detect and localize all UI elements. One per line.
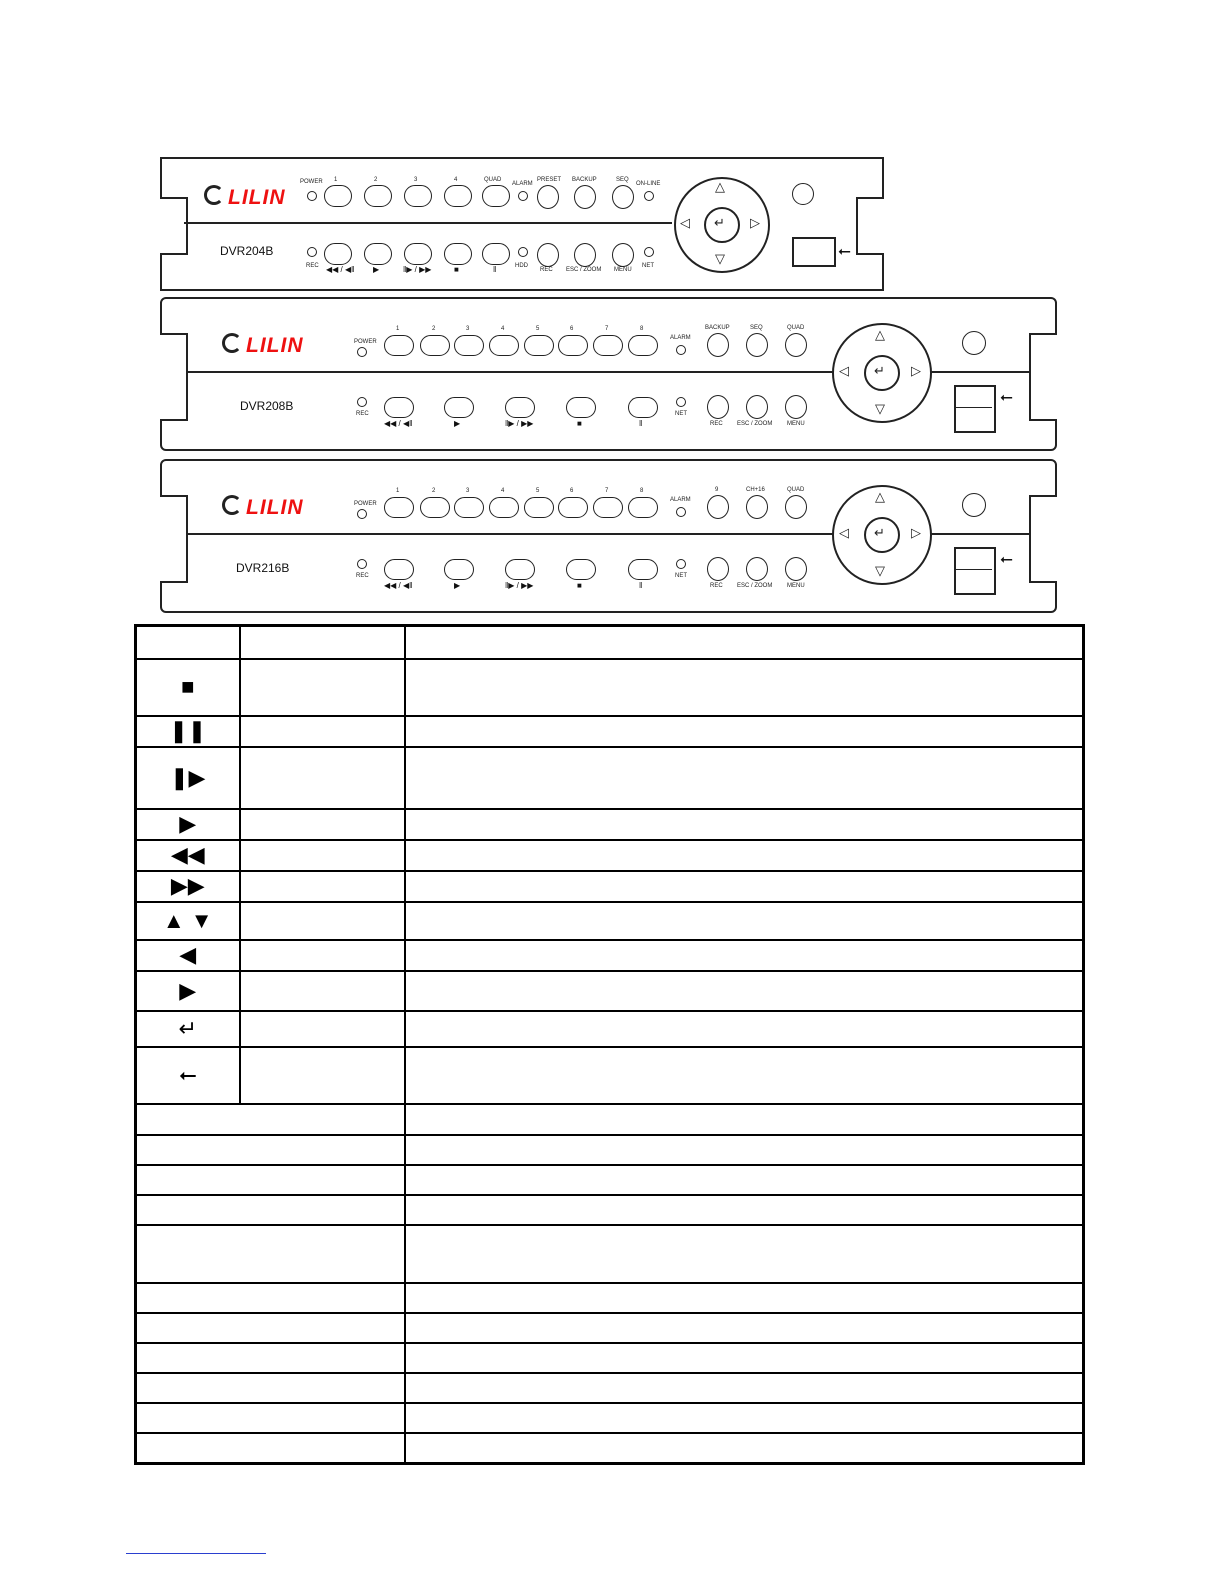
description-cell <box>405 716 1084 747</box>
down-arrow-icon[interactable]: ▽ <box>715 251 725 266</box>
usb-icon: ⭠ <box>1000 551 1013 568</box>
preset-button[interactable] <box>537 185 559 209</box>
seq-label: SEQ <box>750 325 763 331</box>
down-arrow-icon[interactable]: ▽ <box>875 563 885 578</box>
power-led <box>357 347 367 357</box>
channel-3-button[interactable] <box>454 335 484 356</box>
stop-label: ■ <box>577 419 582 428</box>
right-arrow-icon[interactable]: ▷ <box>911 525 921 540</box>
menu-label: MENU <box>614 267 632 273</box>
name-cell <box>136 1343 405 1373</box>
symbol-cell <box>136 716 240 747</box>
net-led <box>644 247 654 257</box>
up-down-icon: ▲ ▼ <box>162 907 213 933</box>
description-cell <box>405 1313 1084 1343</box>
rewind-button[interactable] <box>384 397 414 418</box>
rewind-label: ◀◀ / ◀‖ <box>384 419 413 428</box>
ch3-label: 3 <box>466 326 470 332</box>
table-row <box>136 1165 1084 1195</box>
description-cell <box>405 809 1084 840</box>
name-cell <box>136 1225 405 1283</box>
ch2-label: 2 <box>432 488 436 494</box>
name-cell <box>240 1011 405 1047</box>
description-cell <box>405 659 1084 716</box>
channel-5-button[interactable] <box>524 335 554 356</box>
power-button[interactable] <box>792 183 814 205</box>
dvr208b-front-panel <box>160 297 1057 451</box>
play-button[interactable] <box>364 243 392 265</box>
menu-button[interactable] <box>612 243 634 267</box>
right-rack-ear <box>856 197 884 255</box>
up-arrow-icon[interactable]: △ <box>715 179 725 194</box>
name-cell <box>136 1104 405 1135</box>
usb-icon: ⭠ <box>1000 389 1013 406</box>
channel-7-button[interactable] <box>593 497 623 518</box>
rewind-label: ◀◀ / ◀‖ <box>384 581 413 590</box>
table-row <box>136 1011 1084 1047</box>
ch16-label: CH+16 <box>746 487 765 493</box>
description-cell <box>405 902 1084 940</box>
quad-button[interactable] <box>785 333 807 357</box>
rec-button-label: REC <box>710 583 723 589</box>
model-label: DVR216B <box>236 561 290 575</box>
rec-button-label: REC <box>710 421 723 427</box>
ch8-label: 8 <box>640 326 644 332</box>
ch7-label: 7 <box>605 326 609 332</box>
play-button[interactable] <box>444 559 474 580</box>
ch7-label: 7 <box>605 488 609 494</box>
channel-2-button[interactable] <box>364 185 392 207</box>
quad-button[interactable] <box>785 495 807 519</box>
rec-button[interactable] <box>707 395 729 419</box>
step-label: ‖▶ / ▶▶ <box>403 265 432 274</box>
enter-icon: ↵ <box>714 215 725 230</box>
lilin-logo: LILIN <box>222 495 304 520</box>
usb-divider <box>956 569 992 570</box>
description-cell <box>405 1047 1084 1104</box>
ch2-label: 2 <box>374 177 378 183</box>
channel-5-button[interactable] <box>524 497 554 518</box>
rewind-icon: ◀◀ <box>170 842 205 867</box>
name-cell <box>136 1313 405 1343</box>
esc-zoom-button[interactable] <box>574 243 596 267</box>
name-cell <box>240 809 405 840</box>
quad-label: QUAD <box>787 487 805 493</box>
symbol-cell <box>136 902 240 940</box>
play-button[interactable] <box>444 397 474 418</box>
net-label: NET <box>642 263 654 269</box>
table-row <box>136 871 1084 902</box>
table-header-row <box>136 626 1084 659</box>
table-row <box>136 1225 1084 1283</box>
power-led <box>307 191 317 201</box>
ch1-label: 1 <box>396 326 400 332</box>
alarm-label: ALARM <box>670 335 691 341</box>
quad-label: QUAD <box>484 177 502 183</box>
right-arrow-icon[interactable]: ▷ <box>911 363 921 378</box>
net-label: NET <box>675 573 687 579</box>
backup-label: BACKUP <box>572 177 597 183</box>
hdd-label: HDD <box>515 263 528 269</box>
header-cell <box>136 626 240 659</box>
name-cell <box>240 716 405 747</box>
backup-label: BACKUP <box>705 325 730 331</box>
right-arrow-icon[interactable]: ▷ <box>750 215 760 230</box>
ch5-label: 5 <box>536 488 540 494</box>
usb-icon: ⭠ <box>838 243 851 260</box>
ch-16-button[interactable] <box>746 495 768 519</box>
name-cell <box>240 747 405 809</box>
usb-port[interactable] <box>792 237 836 267</box>
pause-label: ‖ <box>639 581 643 590</box>
name-cell <box>240 659 405 716</box>
usb-port[interactable] <box>954 547 996 595</box>
name-cell <box>136 1283 405 1313</box>
description-cell <box>405 1403 1084 1433</box>
table-row <box>136 659 1084 716</box>
ch3-label: 3 <box>466 488 470 494</box>
channel-7-button[interactable] <box>593 335 623 356</box>
enter-icon: ↵ <box>874 525 885 540</box>
description-cell <box>405 1373 1084 1403</box>
alarm-led <box>676 345 686 355</box>
left-rack-ear <box>160 333 188 421</box>
channel-2-button[interactable] <box>420 497 450 518</box>
step-forward-button[interactable] <box>404 243 432 265</box>
channel-3-button[interactable] <box>454 497 484 518</box>
table-row <box>136 971 1084 1011</box>
usb-port[interactable] <box>954 385 996 433</box>
channel-9-button[interactable] <box>707 495 729 519</box>
description-cell <box>405 1343 1084 1373</box>
pause-label: ‖ <box>493 265 497 274</box>
backup-button[interactable] <box>574 185 596 209</box>
left-arrow-icon[interactable]: ◁ <box>839 363 849 378</box>
power-button[interactable] <box>962 493 986 517</box>
power-button[interactable] <box>962 331 986 355</box>
ch2-label: 2 <box>432 326 436 332</box>
rec-led <box>307 247 317 257</box>
alarm-led <box>518 191 528 201</box>
seq-button[interactable] <box>746 333 768 357</box>
power-led <box>357 509 367 519</box>
pause-icon: ❚❚ <box>169 718 207 743</box>
enter-icon: ↵ <box>874 363 885 378</box>
ch3-label: 3 <box>414 177 418 183</box>
preset-label: PRESET <box>537 177 562 183</box>
ch4-label: 4 <box>501 488 505 494</box>
channel-4-button[interactable] <box>489 497 519 518</box>
model-label: DVR204B <box>220 244 274 258</box>
usb-icon: ⭠ <box>178 1062 197 1087</box>
seq-label: SEQ <box>616 177 629 183</box>
step-play-icon: ❚▶ <box>170 764 206 790</box>
ch9-label: 9 <box>715 487 719 493</box>
fast-forward-icon: ▶▶ <box>170 873 205 898</box>
ch4-label: 4 <box>501 326 505 332</box>
stop-label: ■ <box>577 581 582 590</box>
channel-2-button[interactable] <box>420 335 450 356</box>
ch8-label: 8 <box>640 488 644 494</box>
step-label: ‖▶ / ▶▶ <box>505 419 534 428</box>
name-cell <box>136 1373 405 1403</box>
description-cell <box>405 840 1084 871</box>
esc-zoom-button[interactable] <box>746 395 768 419</box>
power-label: POWER <box>300 179 323 185</box>
table-row <box>136 747 1084 809</box>
step-forward-button[interactable] <box>505 397 535 418</box>
channel-1-button[interactable] <box>384 335 414 356</box>
quad-button[interactable] <box>482 185 510 207</box>
ch6-label: 6 <box>570 326 574 332</box>
table-row <box>136 1313 1084 1343</box>
table-row <box>136 716 1084 747</box>
rec-button[interactable] <box>537 243 559 267</box>
rewind-button[interactable] <box>384 559 414 580</box>
rec-led <box>357 559 367 569</box>
channel-8-button[interactable] <box>628 497 658 518</box>
right-rack-ear <box>1029 495 1057 583</box>
step-label: ‖▶ / ▶▶ <box>505 581 534 590</box>
play-label: ▶ <box>373 265 380 274</box>
panel-divider-line <box>184 222 672 224</box>
down-arrow-icon[interactable]: ▽ <box>875 401 885 416</box>
navigation-dpad[interactable] <box>832 485 932 585</box>
left-rack-ear <box>160 495 188 583</box>
table-row <box>136 940 1084 971</box>
left-rack-ear <box>160 197 188 255</box>
esc-zoom-button[interactable] <box>746 557 768 581</box>
symbol-cell <box>136 840 240 871</box>
symbol-cell <box>136 940 240 971</box>
online-led <box>644 191 654 201</box>
backup-button[interactable] <box>707 333 729 357</box>
play-icon: ▶ <box>179 811 197 836</box>
description-cell <box>405 971 1084 1011</box>
table-row <box>136 1283 1084 1313</box>
description-cell <box>405 1433 1084 1464</box>
symbol-cell <box>136 747 240 809</box>
channel-4-button[interactable] <box>444 185 472 207</box>
usb-divider <box>956 407 992 408</box>
net-label: NET <box>675 411 687 417</box>
name-cell <box>136 1165 405 1195</box>
table-row <box>136 1403 1084 1433</box>
navigation-dpad[interactable] <box>674 177 770 273</box>
esc-zoom-label: ESC / ZOOM <box>566 267 602 273</box>
pause-label: ‖ <box>639 419 643 428</box>
left-arrow-icon[interactable]: ◁ <box>680 215 690 230</box>
rewind-label: ◀◀ / ◀‖ <box>326 265 355 274</box>
name-cell <box>240 1047 405 1104</box>
description-cell <box>405 871 1084 902</box>
symbol-cell <box>136 971 240 1011</box>
ch6-label: 6 <box>570 488 574 494</box>
right-rack-ear <box>1029 333 1057 421</box>
up-arrow-icon[interactable]: △ <box>875 327 885 342</box>
header-cell <box>240 626 405 659</box>
description-cell <box>405 747 1084 809</box>
name-cell <box>136 1195 405 1225</box>
menu-button[interactable] <box>785 557 807 581</box>
menu-label: MENU <box>787 421 805 427</box>
model-label: DVR208B <box>240 399 294 413</box>
net-led <box>676 397 686 407</box>
stop-button[interactable] <box>444 243 472 265</box>
step-forward-button[interactable] <box>505 559 535 580</box>
lilin-logo: LILIN <box>222 333 304 358</box>
table-row <box>136 1343 1084 1373</box>
symbol-cell <box>136 871 240 902</box>
table-row <box>136 840 1084 871</box>
rec-button[interactable] <box>707 557 729 581</box>
name-cell <box>240 902 405 940</box>
alarm-led <box>676 507 686 517</box>
ch5-label: 5 <box>536 326 540 332</box>
description-cell <box>405 940 1084 971</box>
rewind-button[interactable] <box>324 243 352 265</box>
stop-label: ■ <box>454 265 459 274</box>
stop-button[interactable] <box>566 397 596 418</box>
lilin-logo: LILIN <box>204 185 286 210</box>
channel-4-button[interactable] <box>489 335 519 356</box>
power-label: POWER <box>354 339 377 345</box>
navigation-dpad[interactable] <box>832 323 932 423</box>
name-cell <box>136 1135 405 1165</box>
description-cell <box>405 1011 1084 1047</box>
play-label: ▶ <box>454 581 461 590</box>
footer-link-underline[interactable] <box>126 1552 266 1554</box>
hdd-led <box>518 247 528 257</box>
name-cell <box>240 940 405 971</box>
description-cell <box>405 1283 1084 1313</box>
symbol-cell <box>136 809 240 840</box>
ch1-label: 1 <box>396 488 400 494</box>
channel-1-button[interactable] <box>324 185 352 207</box>
table-row <box>136 1373 1084 1403</box>
table-row <box>136 1047 1084 1104</box>
channel-8-button[interactable] <box>628 335 658 356</box>
esc-zoom-label: ESC / ZOOM <box>737 421 773 427</box>
rec-led-label: REC <box>306 263 319 269</box>
table-row <box>136 1433 1084 1464</box>
table-row <box>136 809 1084 840</box>
rec-led <box>357 397 367 407</box>
description-cell <box>405 1104 1084 1135</box>
ch1-label: 1 <box>334 177 338 183</box>
table-row <box>136 1135 1084 1165</box>
symbol-cell <box>136 1047 240 1104</box>
channel-1-button[interactable] <box>384 497 414 518</box>
quad-label: QUAD <box>787 325 805 331</box>
table-row <box>136 1195 1084 1225</box>
button-function-table <box>134 624 1085 1465</box>
pause-button[interactable] <box>628 397 658 418</box>
description-cell <box>405 1165 1084 1195</box>
left-arrow-icon[interactable]: ◁ <box>839 525 849 540</box>
play-label: ▶ <box>454 419 461 428</box>
description-cell <box>405 1195 1084 1225</box>
name-cell <box>240 871 405 902</box>
left-icon: ◀ <box>179 942 197 967</box>
seq-button[interactable] <box>612 185 634 209</box>
symbol-cell <box>136 1011 240 1047</box>
name-cell <box>240 840 405 871</box>
description-cell <box>405 1135 1084 1165</box>
name-cell <box>240 971 405 1011</box>
ch4-label: 4 <box>454 177 458 183</box>
alarm-label: ALARM <box>670 497 691 503</box>
stop-icon: ■ <box>181 674 195 699</box>
dvr216b-front-panel <box>160 459 1057 613</box>
dvr204b-front-panel <box>160 157 884 291</box>
net-led <box>676 559 686 569</box>
right-icon: ▶ <box>179 977 197 1003</box>
channel-6-button[interactable] <box>558 497 588 518</box>
table-row <box>136 1104 1084 1135</box>
online-label: ON-LINE <box>636 181 661 187</box>
esc-zoom-label: ESC / ZOOM <box>737 583 773 589</box>
name-cell <box>136 1433 405 1464</box>
stop-button[interactable] <box>566 559 596 580</box>
header-cell <box>405 626 1084 659</box>
pause-button[interactable] <box>482 243 510 265</box>
alarm-label: ALARM <box>512 181 533 187</box>
table-row <box>136 902 1084 940</box>
up-arrow-icon[interactable]: △ <box>875 489 885 504</box>
symbol-cell <box>136 659 240 716</box>
rec-led-label: REC <box>356 573 369 579</box>
description-cell <box>405 1225 1084 1283</box>
rec-led-label: REC <box>356 411 369 417</box>
menu-button[interactable] <box>785 395 807 419</box>
menu-label: MENU <box>787 583 805 589</box>
channel-6-button[interactable] <box>558 335 588 356</box>
pause-button[interactable] <box>628 559 658 580</box>
enter-icon: ↵ <box>178 1015 197 1041</box>
name-cell <box>136 1403 405 1433</box>
rec-button-label: REC <box>540 267 553 273</box>
power-label: POWER <box>354 501 377 507</box>
channel-3-button[interactable] <box>404 185 432 207</box>
